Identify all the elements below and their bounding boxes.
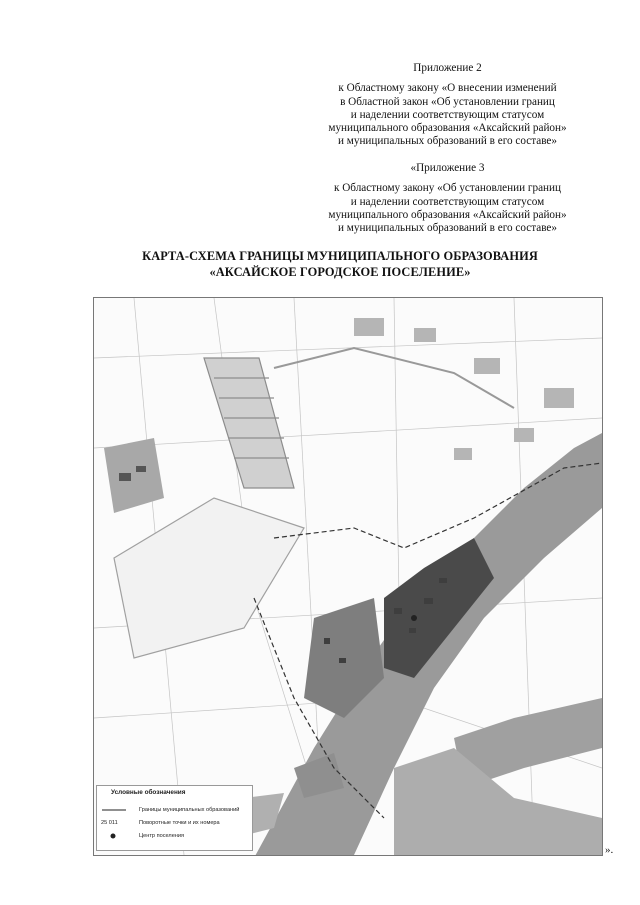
annex-3-line: и муниципальных образований в его составе» (337, 222, 557, 235)
annex-3-line: к Областному закону «Об установлении границ (333, 182, 562, 195)
legend-label: Центр поселения (139, 833, 185, 839)
boundary-map (93, 297, 603, 856)
legend-item-boundary (97, 806, 252, 816)
legend-point-code: 25 011 (101, 820, 118, 826)
legend-item-center (97, 832, 252, 842)
annex-3-line: муниципального образования «Аксайский район» (328, 208, 567, 221)
annex-2-line: муниципального образования «Аксайский район» (328, 122, 567, 135)
document-title (60, 248, 620, 280)
annex-2-line: и наделении соответствующим статусом (350, 108, 545, 121)
title-line-2: «АКСАЙСКОЕ ГОРОДСКОЕ ПОСЕЛЕНИЕ» (209, 265, 471, 279)
closing-quote-mark: ». (605, 844, 614, 856)
annex-2-line: к Областному закону «О внесении изменений (338, 82, 557, 95)
legend-item-turning-points (97, 819, 252, 829)
legend-label: Границы муниципальных образований (139, 807, 240, 813)
legend-title: Условные обозначения (111, 789, 186, 796)
annex-3-heading: «Приложение 3 (410, 162, 485, 174)
annex-2-heading-block (290, 62, 605, 149)
annex-2-line: и муниципальных образований в его составе» (337, 135, 557, 148)
title-line-1: КАРТА-СХЕМА ГРАНИЦЫ МУНИЦИПАЛЬНОГО ОБРАЗОВАНИЯ (142, 249, 538, 263)
annex-2-line: в Областной закон «Об установлении границ (340, 95, 555, 108)
annex-3-heading-block (290, 162, 605, 235)
annex-2-heading: Приложение 2 (413, 62, 482, 74)
annex-3-line: и наделении соответствующим статусом (350, 195, 545, 208)
map-graphic (94, 298, 602, 855)
map-legend (96, 785, 253, 851)
center-point-icon (101, 832, 127, 840)
boundary-line-icon (101, 806, 127, 814)
legend-label: Поворотные точки и их номера (139, 820, 220, 826)
